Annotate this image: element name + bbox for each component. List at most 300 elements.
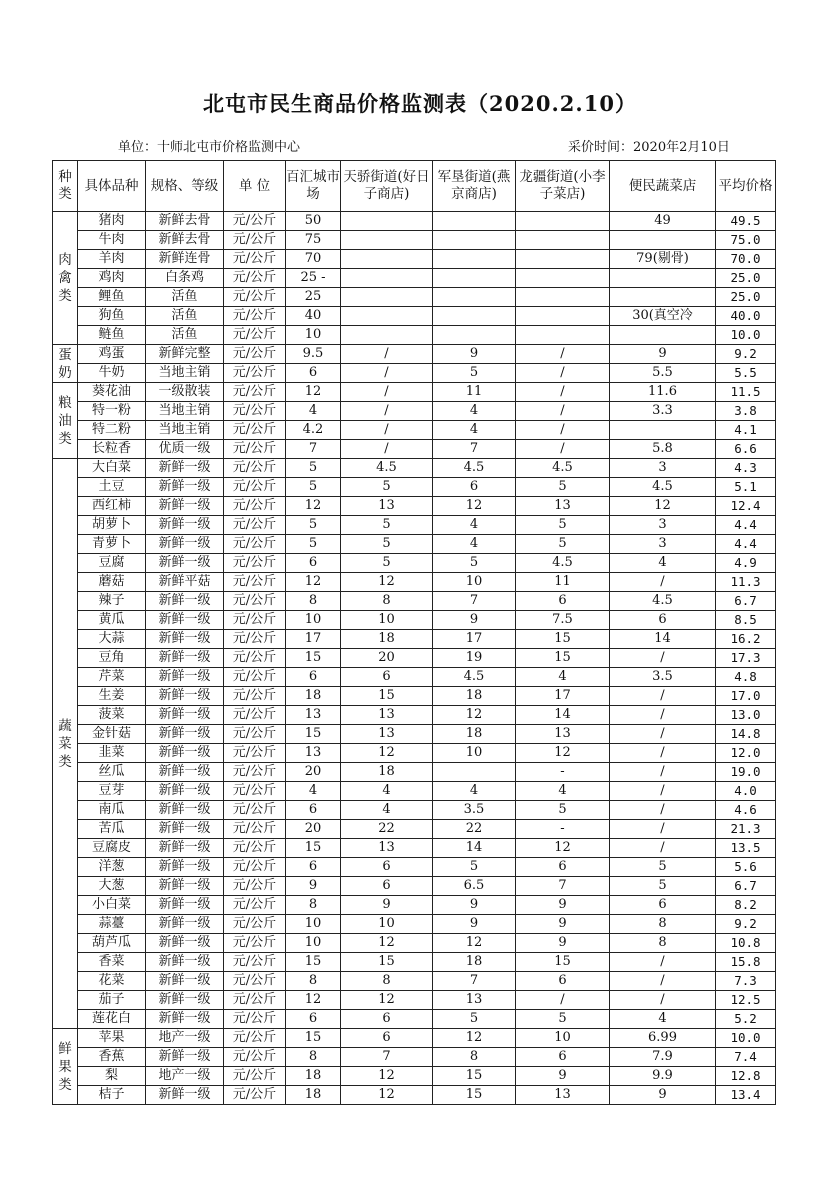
table-row [53,915,776,934]
junken-price-cell: 15 [433,1067,516,1086]
unit-cell: 元/公斤 [224,402,286,421]
average-price-cell: 14.8 [716,725,776,744]
table-row [53,630,776,649]
average-price-cell: 4.4 [716,516,776,535]
bianmin-price-cell: / [610,820,716,839]
longjiang-price-cell: 6 [516,972,610,991]
tianjiao-price-cell: 12 [341,934,433,953]
unit-cell: 元/公斤 [224,858,286,877]
baihui-price-cell: 9 [286,877,341,896]
tianjiao-price-cell: / [341,345,433,364]
average-price-cell: 10.0 [716,326,776,345]
bianmin-price-cell [610,288,716,307]
junken-price-cell: 4.5 [433,459,516,478]
bianmin-price-cell: / [610,839,716,858]
table-row [53,782,776,801]
baihui-price-cell: 70 [286,250,341,269]
tianjiao-price-cell: 18 [341,630,433,649]
item-cell: 青萝卜 [78,535,146,554]
bianmin-price-cell: / [610,687,716,706]
tianjiao-price-cell: 6 [341,1029,433,1048]
header-junken: 军垦街道(燕京商店) [433,161,516,212]
bianmin-price-cell: 6.99 [610,1029,716,1048]
tianjiao-price-cell [341,231,433,250]
tianjiao-price-cell: / [341,440,433,459]
item-cell: 羊肉 [78,250,146,269]
unit-cell: 元/公斤 [224,364,286,383]
baihui-price-cell: 5 [286,516,341,535]
tianjiao-price-cell: 9 [341,896,433,915]
average-price-cell: 5.6 [716,858,776,877]
junken-price-cell: 14 [433,839,516,858]
junken-price-cell [433,288,516,307]
unit-cell: 元/公斤 [224,250,286,269]
baihui-price-cell: 18 [286,1086,341,1105]
average-price-cell: 17.3 [716,649,776,668]
junken-price-cell: 19 [433,649,516,668]
bianmin-price-cell: 6 [610,611,716,630]
junken-price-cell: 5 [433,554,516,573]
bianmin-price-cell: / [610,744,716,763]
table-row [53,288,776,307]
unit-cell: 元/公斤 [224,516,286,535]
spec-cell: 新鲜一级 [146,687,224,706]
item-cell: 鲤鱼 [78,288,146,307]
table-row [53,478,776,497]
junken-price-cell: 10 [433,744,516,763]
item-cell: 金针菇 [78,725,146,744]
tianjiao-price-cell: 13 [341,725,433,744]
junken-price-cell [433,326,516,345]
bianmin-price-cell: 5.5 [610,364,716,383]
bianmin-price-cell: / [610,763,716,782]
junken-price-cell: 17 [433,630,516,649]
bianmin-price-cell: 49 [610,212,716,231]
tianjiao-price-cell: 4.5 [341,459,433,478]
longjiang-price-cell: 7 [516,877,610,896]
spec-cell: 地产一级 [146,1067,224,1086]
spec-cell: 新鲜一级 [146,953,224,972]
baihui-price-cell: 13 [286,706,341,725]
average-price-cell: 4.8 [716,668,776,687]
average-price-cell: 4.9 [716,554,776,573]
item-cell: 香蕉 [78,1048,146,1067]
table-row [53,934,776,953]
spec-cell: 活鱼 [146,307,224,326]
baihui-price-cell: 15 [286,839,341,858]
longjiang-price-cell: 15 [516,953,610,972]
longjiang-price-cell [516,326,610,345]
spec-cell: 新鲜平菇 [146,573,224,592]
bianmin-price-cell: 6 [610,896,716,915]
junken-price-cell: 9 [433,915,516,934]
item-cell: 葫芦瓜 [78,934,146,953]
table-row [53,1010,776,1029]
average-price-cell: 7.3 [716,972,776,991]
unit-cell: 元/公斤 [224,212,286,231]
baihui-price-cell: 4 [286,402,341,421]
unit-cell: 元/公斤 [224,801,286,820]
bianmin-price-cell: / [610,801,716,820]
item-cell: 苹果 [78,1029,146,1048]
junken-price-cell [433,250,516,269]
table-row [53,421,776,440]
spec-cell: 新鲜一级 [146,611,224,630]
average-price-cell: 4.3 [716,459,776,478]
tianjiao-price-cell: / [341,383,433,402]
table-row [53,459,776,478]
longjiang-price-cell: 13 [516,725,610,744]
junken-price-cell: 13 [433,991,516,1010]
unit-cell: 元/公斤 [224,535,286,554]
junken-price-cell: 12 [433,1029,516,1048]
average-price-cell: 8.5 [716,611,776,630]
average-price-cell: 8.2 [716,896,776,915]
tianjiao-price-cell: / [341,364,433,383]
tianjiao-price-cell: 5 [341,516,433,535]
item-cell: 豆腐皮 [78,839,146,858]
baihui-price-cell: 15 [286,1029,341,1048]
average-price-cell: 3.8 [716,402,776,421]
header-unit: 单 位 [224,161,286,212]
junken-price-cell: 4 [433,421,516,440]
page-title: 北屯市民生商品价格监测表（2020.2.10） [203,91,637,116]
average-price-cell: 6.7 [716,877,776,896]
longjiang-price-cell: - [516,820,610,839]
tianjiao-price-cell: / [341,402,433,421]
bianmin-price-cell: 9 [610,345,716,364]
table-row [53,896,776,915]
junken-price-cell: 4 [433,516,516,535]
tianjiao-price-cell [341,250,433,269]
unit-cell: 元/公斤 [224,307,286,326]
average-price-cell: 11.3 [716,573,776,592]
item-cell: 桔子 [78,1086,146,1105]
bianmin-price-cell: / [610,706,716,725]
tianjiao-price-cell: / [341,421,433,440]
spec-cell: 新鲜一级 [146,934,224,953]
item-cell: 葵花油 [78,383,146,402]
average-price-cell: 6.7 [716,592,776,611]
average-price-cell: 4.4 [716,535,776,554]
bianmin-price-cell [610,269,716,288]
bianmin-price-cell: 3.5 [610,668,716,687]
unit-cell: 元/公斤 [224,1067,286,1086]
tianjiao-price-cell: 5 [341,554,433,573]
spec-cell: 新鲜一级 [146,592,224,611]
table-row [53,345,776,364]
item-cell: 大葱 [78,877,146,896]
item-cell: 韭菜 [78,744,146,763]
junken-price-cell: 6.5 [433,877,516,896]
spec-cell: 新鲜一级 [146,839,224,858]
table-row [53,516,776,535]
longjiang-price-cell: 9 [516,1067,610,1086]
average-price-cell: 5.2 [716,1010,776,1029]
bianmin-price-cell: 3.3 [610,402,716,421]
average-price-cell: 25.0 [716,288,776,307]
bianmin-price-cell: / [610,972,716,991]
price-table [52,160,776,1105]
tianjiao-price-cell: 5 [341,478,433,497]
longjiang-price-cell [516,212,610,231]
average-price-cell: 5.1 [716,478,776,497]
average-price-cell: 12.0 [716,744,776,763]
bianmin-price-cell: 12 [610,497,716,516]
tianjiao-price-cell: 15 [341,953,433,972]
spec-cell: 活鱼 [146,326,224,345]
spec-cell: 一级散装 [146,383,224,402]
longjiang-price-cell: 4.5 [516,554,610,573]
table-row [53,877,776,896]
tianjiao-price-cell: 6 [341,877,433,896]
tianjiao-price-cell: 12 [341,1086,433,1105]
spec-cell: 新鲜一级 [146,630,224,649]
item-cell: 茄子 [78,991,146,1010]
tianjiao-price-cell: 20 [341,649,433,668]
baihui-price-cell: 13 [286,744,341,763]
junken-price-cell: 7 [433,592,516,611]
table-row [53,364,776,383]
longjiang-price-cell: 9 [516,896,610,915]
item-cell: 苦瓜 [78,820,146,839]
junken-price-cell: 7 [433,440,516,459]
spec-cell: 新鲜一级 [146,535,224,554]
bianmin-price-cell [610,326,716,345]
tianjiao-price-cell: 8 [341,592,433,611]
header-tianjiao: 天骄街道(好日子商店) [341,161,433,212]
longjiang-price-cell: 6 [516,1048,610,1067]
baihui-price-cell: 8 [286,896,341,915]
table-row [53,573,776,592]
tianjiao-price-cell: 15 [341,687,433,706]
junken-price-cell [433,307,516,326]
longjiang-price-cell: 6 [516,592,610,611]
header-row [53,161,776,212]
junken-price-cell: 12 [433,497,516,516]
tianjiao-price-cell: 8 [341,972,433,991]
baihui-price-cell: 25 [286,288,341,307]
longjiang-price-cell: 4.5 [516,459,610,478]
spec-cell: 新鲜一级 [146,972,224,991]
spec-cell: 新鲜连骨 [146,250,224,269]
item-cell: 芹菜 [78,668,146,687]
table-row [53,402,776,421]
spec-cell: 新鲜一级 [146,497,224,516]
unit-cell: 元/公斤 [224,668,286,687]
table-row [53,1067,776,1086]
item-cell: 大蒜 [78,630,146,649]
unit-cell: 元/公斤 [224,440,286,459]
item-cell: 花菜 [78,972,146,991]
average-price-cell: 19.0 [716,763,776,782]
baihui-price-cell: 6 [286,554,341,573]
longjiang-price-cell: 17 [516,687,610,706]
longjiang-price-cell: 7.5 [516,611,610,630]
category-cell: 肉 禽 类 [53,212,78,345]
table-row [53,592,776,611]
average-price-cell: 17.0 [716,687,776,706]
item-cell: 梨 [78,1067,146,1086]
item-cell: 特二粉 [78,421,146,440]
longjiang-price-cell: 4 [516,782,610,801]
unit-cell: 元/公斤 [224,345,286,364]
junken-price-cell [433,269,516,288]
junken-price-cell: 7 [433,972,516,991]
bianmin-price-cell: 5 [610,877,716,896]
baihui-price-cell: 6 [286,364,341,383]
spec-cell: 新鲜一级 [146,782,224,801]
longjiang-price-cell: 9 [516,934,610,953]
table-row [53,383,776,402]
longjiang-price-cell [516,250,610,269]
longjiang-price-cell: / [516,991,610,1010]
longjiang-price-cell: / [516,440,610,459]
junken-price-cell: 3.5 [433,801,516,820]
table-row [53,953,776,972]
tianjiao-price-cell: 6 [341,858,433,877]
baihui-price-cell: 6 [286,668,341,687]
unit-cell: 元/公斤 [224,649,286,668]
baihui-price-cell: 15 [286,649,341,668]
junken-price-cell [433,231,516,250]
spec-cell: 新鲜一级 [146,459,224,478]
tianjiao-price-cell: 4 [341,782,433,801]
average-price-cell: 11.5 [716,383,776,402]
header-item: 具体品种 [78,161,146,212]
table-row [53,611,776,630]
bianmin-price-cell: 3 [610,535,716,554]
bianmin-price-cell: 4.5 [610,478,716,497]
tianjiao-price-cell [341,288,433,307]
unit-cell: 元/公斤 [224,592,286,611]
baihui-price-cell: 15 [286,953,341,972]
bianmin-price-cell: / [610,573,716,592]
header-category: 种类 [53,161,78,212]
longjiang-price-cell: / [516,383,610,402]
longjiang-price-cell: 4 [516,668,610,687]
average-price-cell: 4.1 [716,421,776,440]
bianmin-price-cell: 4.5 [610,592,716,611]
longjiang-price-cell: 12 [516,839,610,858]
tianjiao-price-cell: 12 [341,744,433,763]
tianjiao-price-cell: 13 [341,497,433,516]
average-price-cell: 40.0 [716,307,776,326]
item-cell: 牛肉 [78,231,146,250]
bianmin-price-cell: 9.9 [610,1067,716,1086]
spec-cell: 优质一级 [146,440,224,459]
junken-price-cell: 5 [433,858,516,877]
baihui-price-cell: 75 [286,231,341,250]
average-price-cell: 10.0 [716,1029,776,1048]
bianmin-price-cell [610,421,716,440]
bianmin-price-cell: 8 [610,915,716,934]
unit-cell: 元/公斤 [224,896,286,915]
bianmin-price-cell: 4 [610,554,716,573]
unit-cell: 元/公斤 [224,725,286,744]
longjiang-price-cell: 13 [516,1086,610,1105]
baihui-price-cell: 12 [286,383,341,402]
unit-cell: 元/公斤 [224,687,286,706]
unit-cell: 元/公斤 [224,269,286,288]
spec-cell: 白条鸡 [146,269,224,288]
unit-cell: 元/公斤 [224,782,286,801]
baihui-price-cell: 5 [286,478,341,497]
item-cell: 牛奶 [78,364,146,383]
table-row [53,858,776,877]
table-row [53,972,776,991]
baihui-price-cell: 17 [286,630,341,649]
tianjiao-price-cell [341,212,433,231]
table-row [53,231,776,250]
average-price-cell: 12.8 [716,1067,776,1086]
spec-cell: 新鲜一级 [146,725,224,744]
baihui-price-cell: 5 [286,535,341,554]
bianmin-price-cell: 7.9 [610,1048,716,1067]
table-row [53,991,776,1010]
unit-cell: 元/公斤 [224,839,286,858]
bianmin-price-cell: / [610,991,716,1010]
tianjiao-price-cell: 6 [341,1010,433,1029]
unit-cell: 元/公斤 [224,326,286,345]
longjiang-price-cell: 5 [516,535,610,554]
table-row [53,250,776,269]
bianmin-price-cell: 30(真空冷 [610,307,716,326]
longjiang-price-cell: 11 [516,573,610,592]
unit-line: 单位：十师北屯市价格监测中心 [118,140,301,155]
item-cell: 小白菜 [78,896,146,915]
average-price-cell: 4.0 [716,782,776,801]
bianmin-price-cell: / [610,953,716,972]
spec-cell: 新鲜去骨 [146,212,224,231]
table-row [53,763,776,782]
bianmin-price-cell [610,231,716,250]
junken-price-cell: 9 [433,345,516,364]
baihui-price-cell: 12 [286,573,341,592]
item-cell: 猪肉 [78,212,146,231]
category-cell: 粮 油 类 [53,383,78,459]
item-cell: 菠菜 [78,706,146,725]
baihui-price-cell: 10 [286,611,341,630]
category-cell: 蛋 奶 [53,345,78,383]
longjiang-price-cell: 13 [516,497,610,516]
unit-cell: 元/公斤 [224,573,286,592]
header-bianmin: 便民蔬菜店 [610,161,716,212]
baihui-price-cell: 6 [286,1010,341,1029]
longjiang-price-cell [516,231,610,250]
unit-cell: 元/公斤 [224,763,286,782]
tianjiao-price-cell [341,326,433,345]
bianmin-price-cell: 8 [610,934,716,953]
header-spec: 规格、等级 [146,161,224,212]
tianjiao-price-cell: 13 [341,706,433,725]
junken-price-cell: 9 [433,896,516,915]
bianmin-price-cell: / [610,725,716,744]
tianjiao-price-cell: 6 [341,668,433,687]
bianmin-price-cell: / [610,649,716,668]
average-price-cell: 75.0 [716,231,776,250]
item-cell: 南瓜 [78,801,146,820]
table-row [53,497,776,516]
tianjiao-price-cell: 12 [341,991,433,1010]
baihui-price-cell: 40 [286,307,341,326]
unit-cell: 元/公斤 [224,1029,286,1048]
bianmin-price-cell: 3 [610,516,716,535]
table-row [53,1048,776,1067]
longjiang-price-cell: / [516,402,610,421]
junken-price-cell: 4 [433,402,516,421]
item-cell: 蒜薹 [78,915,146,934]
